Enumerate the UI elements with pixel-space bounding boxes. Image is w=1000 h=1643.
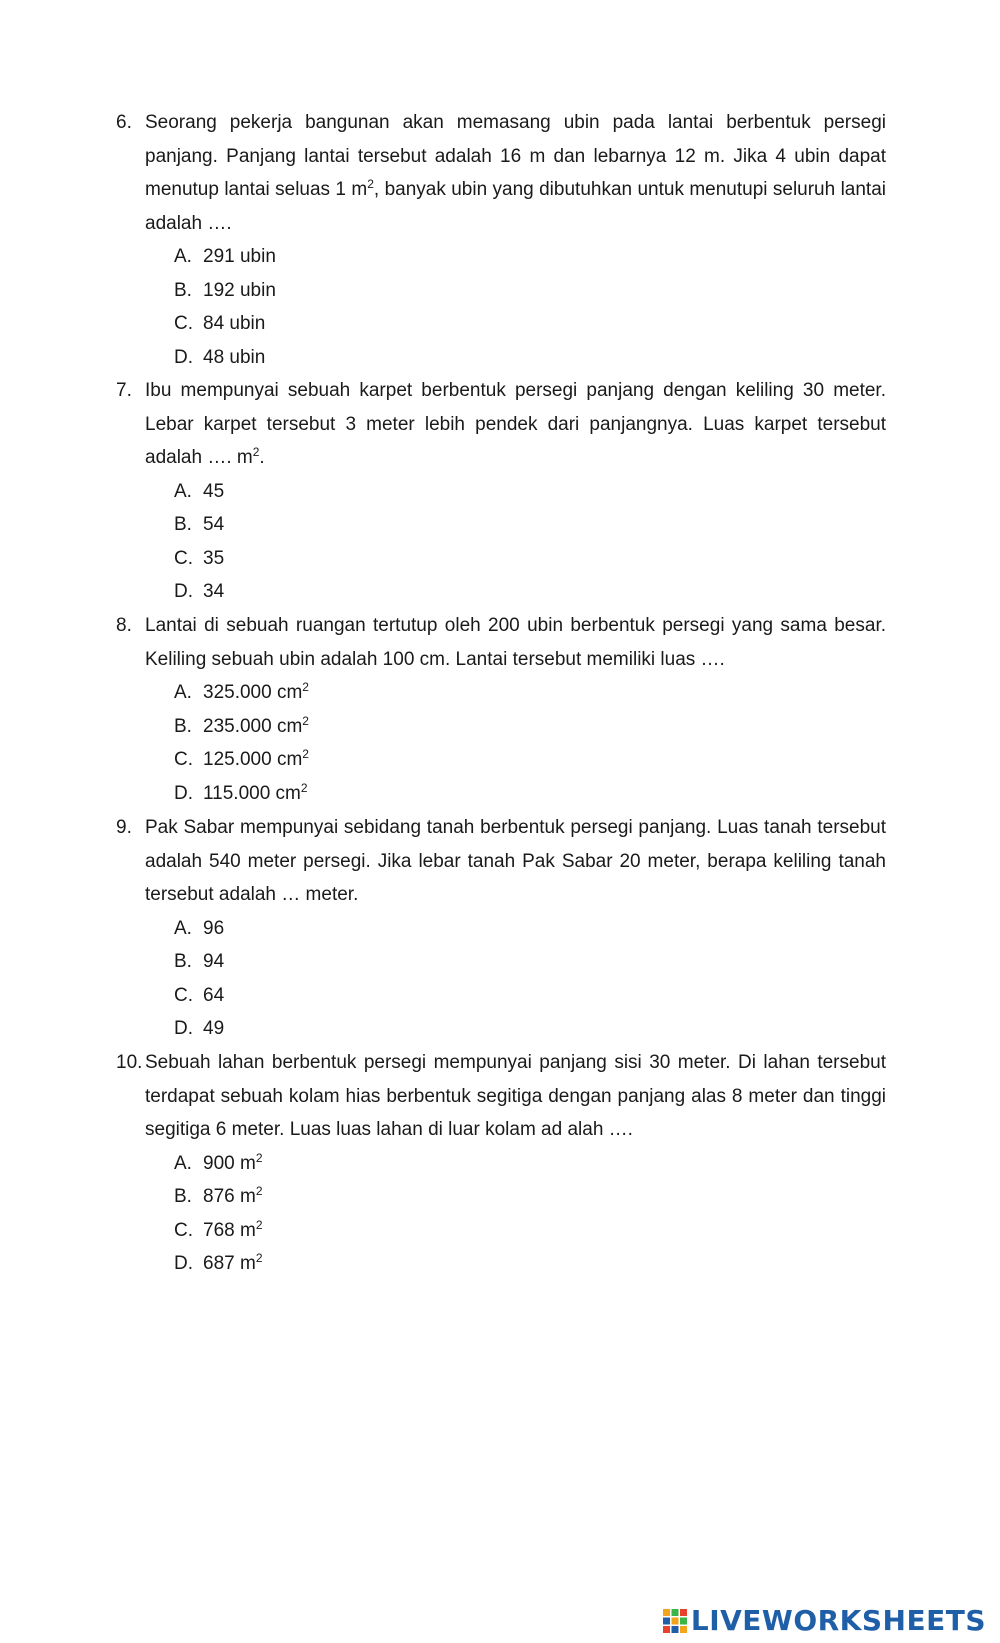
question-text: Sebuah lahan berbentuk persegi mempunyai panjang sisi 30 meter. Di lahan tersebut terdapat sebuah kolam hias berbentuk segitiga dengan panjang alas 8 meter dan tinggi segitiga 6 meter. Luas luas lahan di luar kolam ad alah …. [145,1052,886,1140]
question-10 [116,1046,886,1281]
option-d[interactable]: D. 49 [174,1018,225,1039]
brand-name: LIVEWORKSHEETS [690,1604,986,1637]
answer-options [174,475,886,609]
question-text: Lantai di sebuah ruangan tertutup oleh 200 ubin berbentuk persegi yang sama besar. Keliling sebuah ubin adalah 100 cm. Lantai tersebut memiliki luas …. [145,615,886,670]
answer-options [174,912,886,1046]
option-c[interactable]: C. 125.000 $cm^2$ [174,747,309,770]
option-c[interactable]: C. 35 [174,547,225,569]
question-text: Ibu mempunyai sebuah karpet berbentuk persegi panjang dengan keliling 30 meter. Lebar karpet tersebut 3 meter lebih pendek dari panjangnya. Luas karpet tersebut adalah …. $m^2$. [145,380,886,468]
option-a[interactable]: A. 291 ubin [174,246,276,267]
option-b[interactable]: B. 94 [174,951,225,972]
question-number: 6. [116,112,132,133]
option-b[interactable]: B. 54 [174,514,225,535]
question-6 [116,106,886,374]
question-number: 9. [116,817,132,838]
question-number: 10. [116,1052,143,1073]
liveworksheets-logo[interactable] [663,1604,986,1637]
question-number: 7. [116,380,132,401]
answer-options [174,240,886,374]
question-8 [116,609,886,810]
liveworksheets-logo-icon [663,1609,687,1633]
option-a[interactable]: A. 325.000 $cm^2$ [174,680,309,703]
option-a[interactable]: A. 45 [174,480,225,502]
question-text: Pak Sabar mempunyai sebidang tanah berbentuk persegi panjang. Luas tanah tersebut adalah 540 meter persegi. Jika lebar tanah Pak Sabar 20 meter, berapa keliling tanah tersebut adalah … meter. [145,817,886,905]
question-number: 8. [116,615,132,636]
option-d[interactable]: D. 34 [174,581,225,602]
option-c[interactable]: C. 768 $m^2$ [174,1217,263,1241]
question-7 [116,374,886,609]
question-9 [116,811,886,1046]
answer-options [174,676,886,810]
option-a[interactable]: A. 96 [174,917,225,939]
option-c[interactable]: C. 64 [174,984,225,1006]
option-b[interactable]: B. 192 ubin [174,279,276,301]
question-text: Seorang pekerja bangunan akan memasang ubin pada lantai berbentuk persegi panjang. Panjang lantai tersebut adalah 16 m dan lebarnya 12 m. Jika 4 ubin dapat menutup lantai seluas 1 $m^2$, banyak ubin yang dibutuhkan untuk menutupi seluruh lantai adalah …. [145,112,886,234]
option-b[interactable]: B. 235.000 $cm^2$ [174,713,309,737]
option-c[interactable]: C. 84 ubin [174,313,266,334]
option-d[interactable]: D. 115.000 $cm^2$ [174,780,308,804]
option-d[interactable]: D. 687 $m^2$ [174,1251,263,1274]
answer-options [174,1147,886,1281]
option-d[interactable]: D. 48 ubin [174,346,266,368]
option-b[interactable]: B. 876 $m^2$ [174,1184,263,1207]
option-a[interactable]: A. 900 $m^2$ [174,1150,263,1174]
